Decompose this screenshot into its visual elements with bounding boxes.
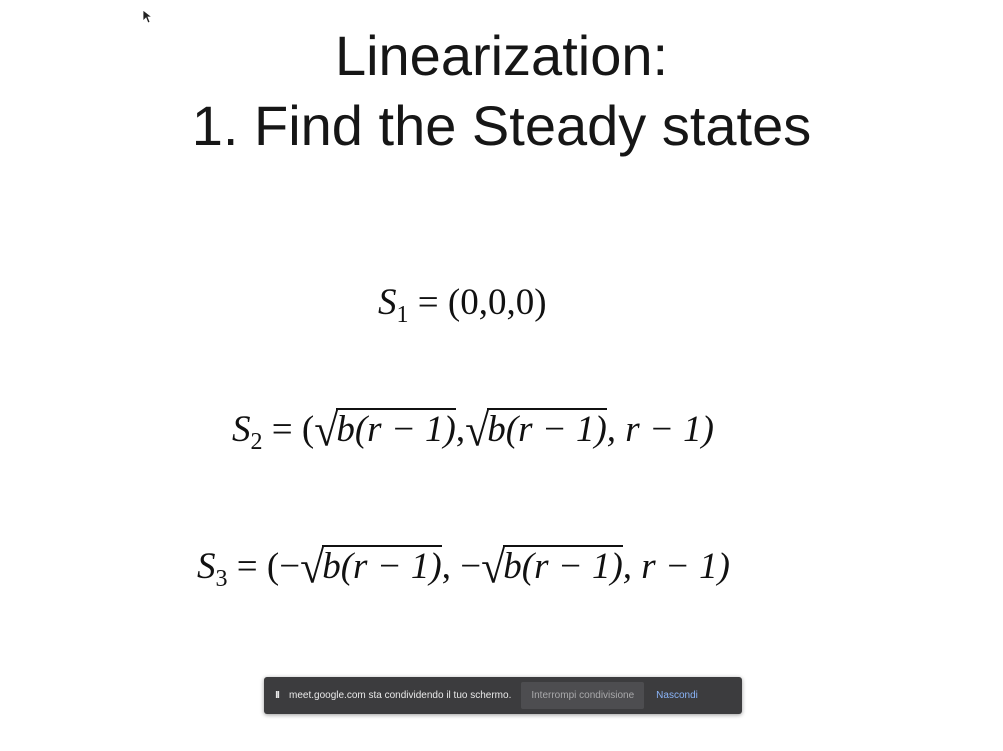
s2-radicand-2: b(r − 1) — [487, 409, 607, 450]
s1-subscript: 1 — [396, 302, 409, 328]
s3-radicand-2: b(r − 1) — [503, 546, 623, 587]
s3-radicand-1: b(r − 1) — [322, 546, 442, 587]
s1-symbol: S — [378, 282, 397, 323]
equation-s3 — [197, 542, 730, 593]
pause-icon[interactable]: II — [275, 690, 279, 701]
s2-tail: , r − 1) — [606, 409, 714, 450]
slide-title-line2: 1. Find the Steady states — [191, 94, 812, 157]
s3-symbol: S — [197, 546, 216, 587]
s2-symbol: S — [232, 409, 251, 450]
s3-sqrt-1: √b(r − 1) — [300, 541, 442, 594]
s1-rhs: = (0,0,0) — [417, 282, 547, 323]
hide-button[interactable]: Nascondi — [656, 690, 698, 701]
s3-sqrt-2: √b(r − 1) — [481, 541, 623, 594]
s2-subscript: 2 — [250, 429, 263, 455]
equation-s1 — [378, 281, 547, 329]
s2-sqrt-2: √b(r − 1) — [465, 404, 607, 457]
s3-eq: = (− — [236, 546, 301, 587]
equation-s2 — [232, 405, 714, 456]
s2-radicand-1: b(r − 1) — [336, 409, 456, 450]
s2-comma1: , — [455, 409, 466, 450]
stop-sharing-button[interactable]: Interrompi condivisione — [521, 682, 644, 709]
screen-share-bar — [264, 677, 742, 714]
share-message: meet.google.com sta condividendo il tuo schermo. — [289, 690, 512, 701]
s3-tail: , r − 1) — [622, 546, 730, 587]
s2-eq: = ( — [271, 409, 315, 450]
slide-title-line1: Linearization: — [334, 24, 669, 87]
s3-comma1: , − — [441, 546, 482, 587]
s2-sqrt-1: √b(r − 1) — [314, 404, 456, 457]
s3-subscript: 3 — [215, 566, 228, 592]
